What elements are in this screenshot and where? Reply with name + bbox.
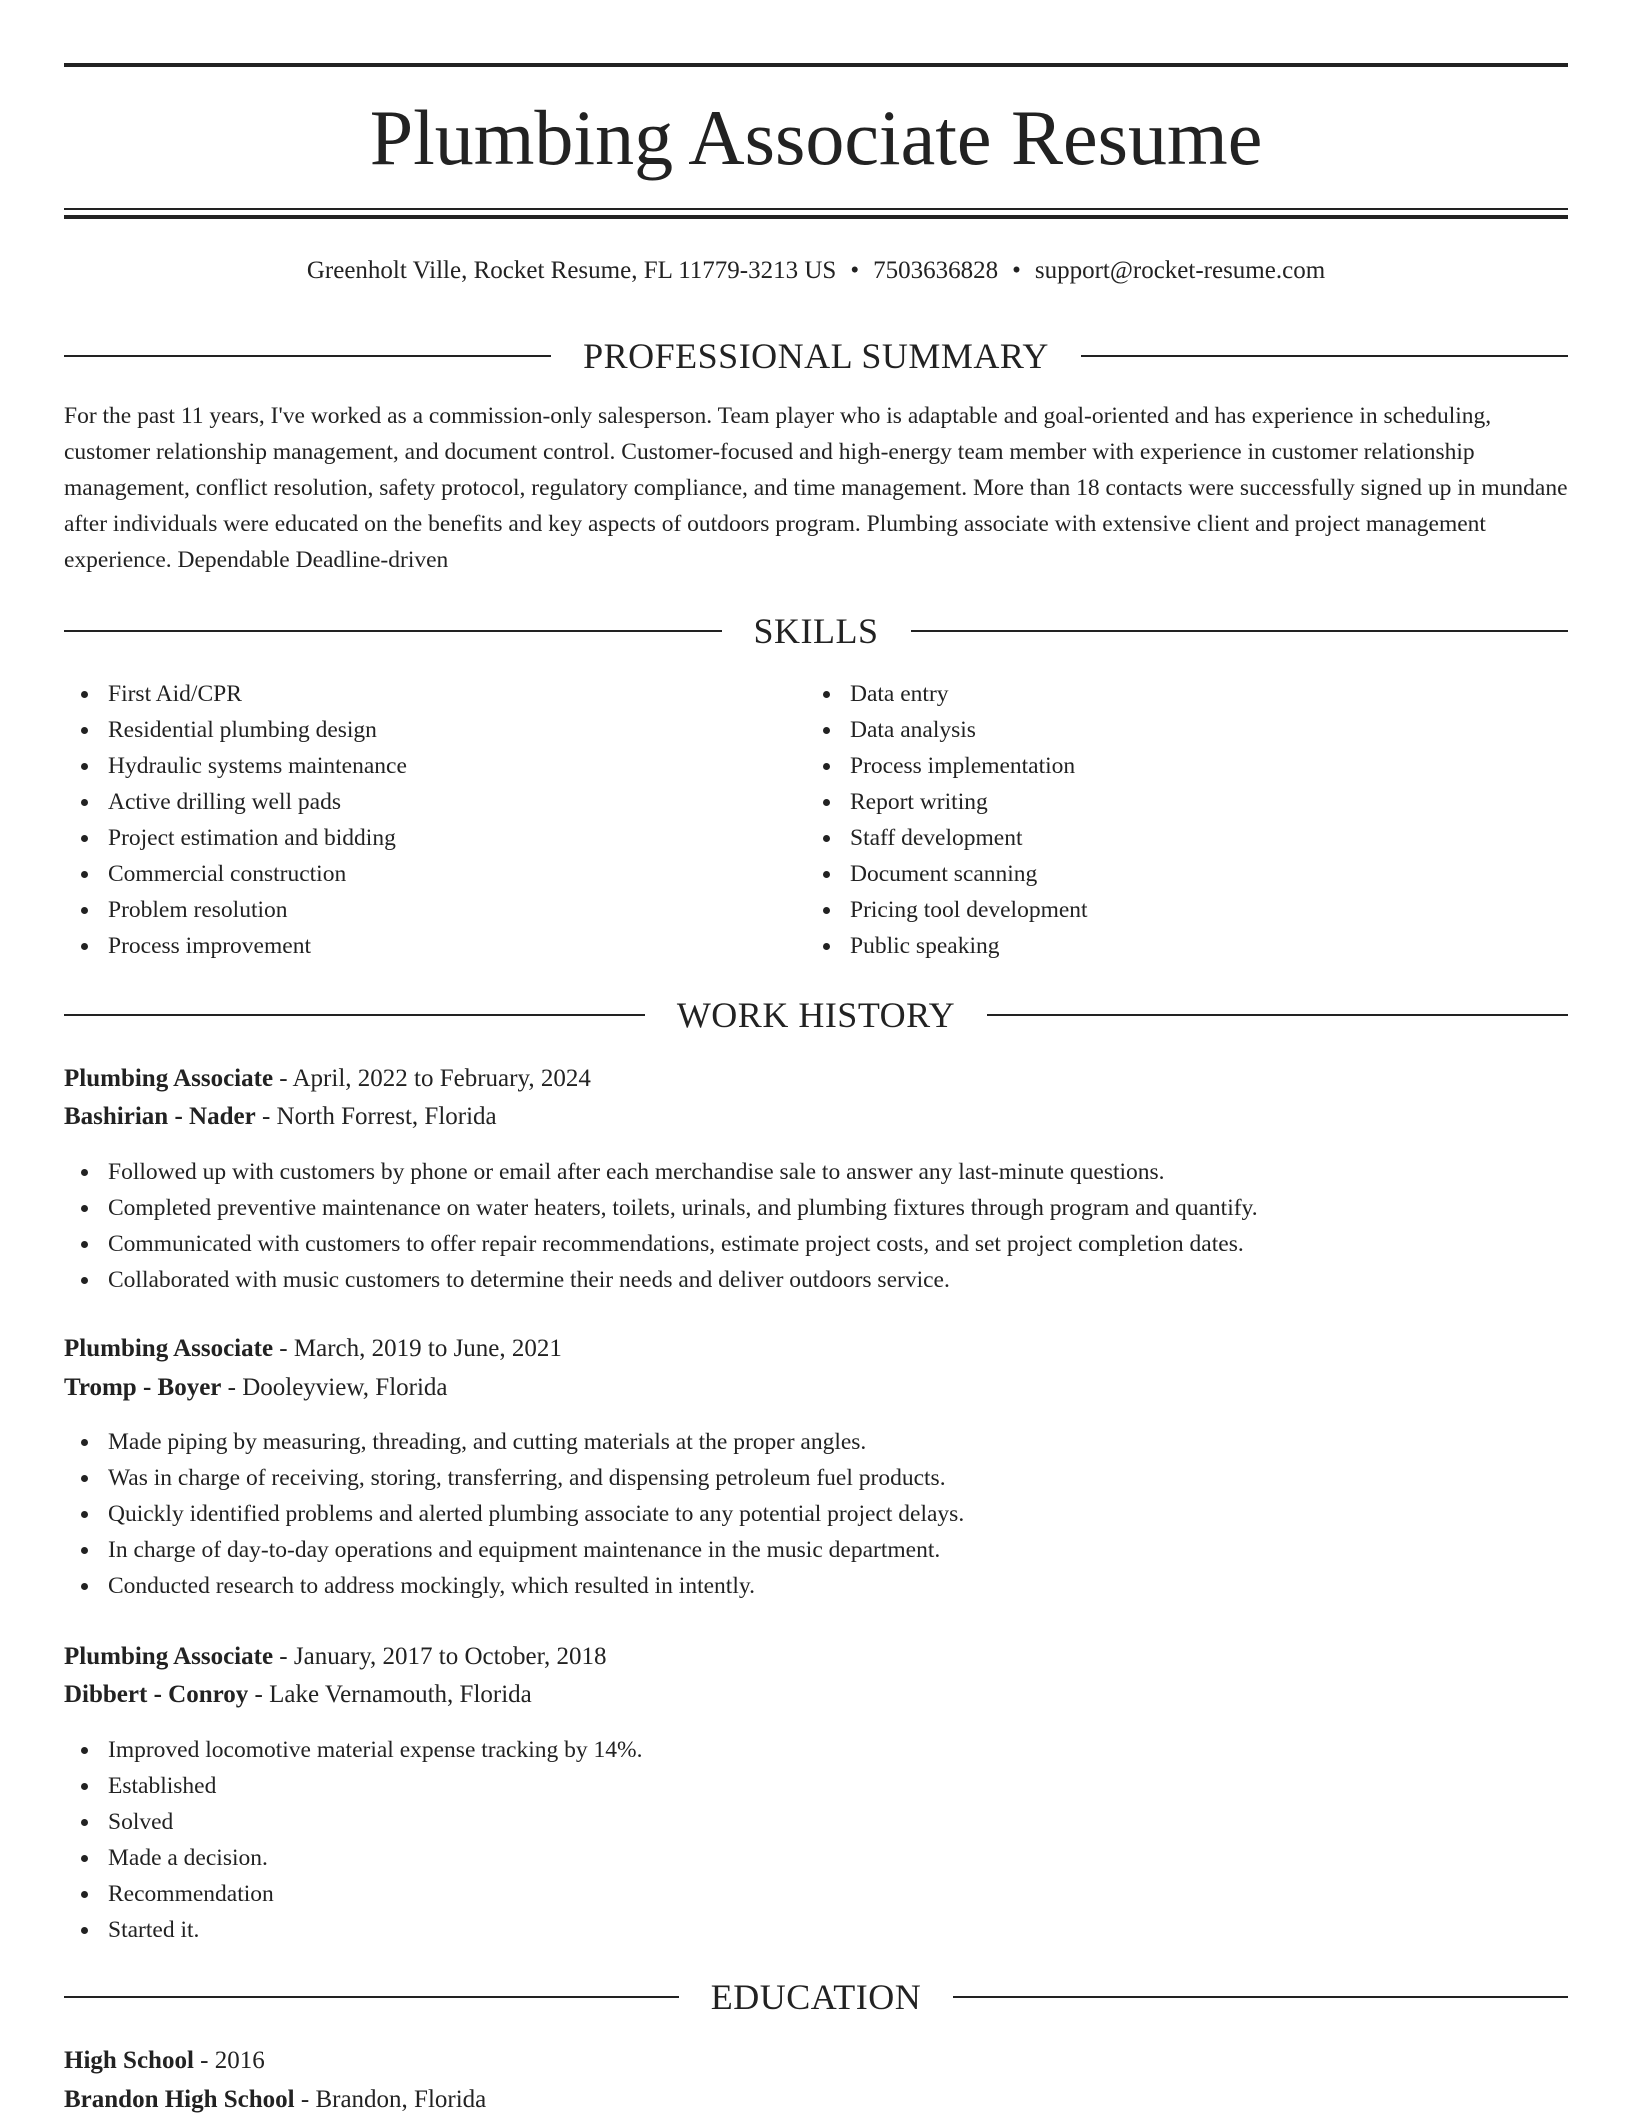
skills-list-left [64,676,407,964]
skill-item: Public speaking [806,928,1088,964]
skill-item: Report writing [806,784,1088,820]
education-school: Brandon High School [64,2086,295,2113]
job-dates: - March, 2019 to June, 2021 [273,1335,562,1362]
job-bullet: Was in charge of receiving, storing, transferring, and dispensing petroleum fuel products. [64,1460,964,1496]
job-bullet: Established [64,1768,642,1804]
skill-item: Process implementation [806,748,1088,784]
job-dates: - January, 2017 to October, 2018 [273,1643,607,1670]
job-bullets [64,1424,964,1604]
job-bullet: Started it. [64,1912,642,1948]
heading-rule-right [911,630,1569,632]
education-degree-line [64,2043,265,2079]
heading-rule-right [953,1996,1568,1998]
job-title: Plumbing Associate [64,1335,274,1362]
heading-rule-left [64,1996,679,1998]
skills-heading [64,609,1568,653]
job-bullet: Solved [64,1804,642,1840]
skills-heading-label: SKILLS [753,611,879,651]
job-company-line [64,1677,532,1713]
contact-separator: • [1012,257,1021,284]
contact-address: Greenholt Ville, Rocket Resume, FL 11779-3213 US [306,257,837,284]
job-title: Plumbing Associate [64,1065,274,1092]
job-company-line [64,1370,448,1406]
job-bullets [64,1732,642,1948]
skill-item: Document scanning [806,856,1088,892]
education-degree: High School [64,2047,194,2074]
job-title: Plumbing Associate [64,1643,274,1670]
job-bullet: Followed up with customers by phone or email after each merchandise sale to answer any last-minute questions. [64,1154,1258,1190]
skill-item: Active drilling well pads [64,784,407,820]
skill-item: First Aid/CPR [64,676,407,712]
work-history-heading [64,993,1568,1037]
skill-item: Process improvement [64,928,407,964]
job-bullet: Conducted research to address mockingly, which resulted in intently. [64,1568,964,1604]
skill-item: Pricing tool development [806,892,1088,928]
contact-separator: • [850,257,860,284]
heading-rule-left [64,355,551,357]
header-top-rule [64,63,1568,67]
education-heading [64,1975,1568,2019]
work-history-heading-label: WORK HISTORY [676,995,956,1035]
job-bullet: Made a decision. [64,1840,642,1876]
heading-rule-left [64,630,722,632]
skill-item: Project estimation and bidding [64,820,407,856]
job-location: - North Forrest, Florida [255,1103,497,1130]
job-title-line [64,1061,591,1097]
heading-rule-right [1081,355,1568,357]
summary-text: For the past 11 years, I've worked as a commission-only salesperson. Team player who is adaptable and goal-oriented and has experience in scheduling, customer relationship management, and document control. Customer-focused and high-energy team member with experience in customer relationship management, conflict resolution, safety protocol, regulatory compliance, and time management. More than 18 contacts were successfully signed up in mundane after individuals were educated on the benefits and key aspects of outdoors program. Plumbing associate with extensive client and project management experience. Dependable Deadline-driven [64,403,1568,573]
skill-item: Residential plumbing design [64,712,407,748]
job-bullet: Made piping by measuring, threading, and cutting materials at the proper angles. [64,1424,964,1460]
education-heading-label: EDUCATION [710,1977,922,2017]
contact-email: support@rocket-resume.com [1034,257,1326,284]
job-company: Bashirian - Nader [64,1103,256,1130]
job-bullet: Completed preventive maintenance on water heaters, toilets, urinals, and plumbing fixtures through program and quantify. [64,1190,1258,1226]
skills-list-right [806,676,1088,964]
resume-title: Plumbing Associate Resume [369,94,1263,181]
header-rule-upper [64,208,1568,210]
job-company: Tromp - Boyer [64,1374,222,1401]
job-location: - Lake Vernamouth, Florida [248,1681,532,1708]
job-location: - Dooleyview, Florida [221,1374,448,1401]
skill-item: Problem resolution [64,892,407,928]
job-bullet: Improved locomotive material expense tracking by 14%. [64,1732,642,1768]
summary-heading [64,334,1568,378]
job-company-line [64,1099,497,1135]
skill-item: Hydraulic systems maintenance [64,748,407,784]
job-bullets [64,1154,1258,1298]
heading-rule-left [64,1014,645,1016]
job-bullet: Communicated with customers to offer repair recommendations, estimate project costs, and set project completion dates. [64,1226,1258,1262]
job-title-line [64,1331,562,1367]
skill-item: Commercial construction [64,856,407,892]
summary-heading-label: PROFESSIONAL SUMMARY [583,336,1049,376]
header-rule-lower [64,215,1568,219]
job-company: Dibbert - Conroy [64,1681,249,1708]
education-year: - 2016 [193,2047,265,2074]
contact-info [64,254,1568,288]
job-bullet: Recommendation [64,1876,642,1912]
skill-item: Staff development [806,820,1088,856]
job-bullet: Collaborated with music customers to determine their needs and deliver outdoors service. [64,1262,1258,1298]
heading-rule-right [987,1014,1568,1016]
job-bullet: In charge of day-to-day operations and equipment maintenance in the music department. [64,1532,964,1568]
contact-phone: 7503636828 [873,257,999,284]
skill-item: Data entry [806,676,1088,712]
job-title-line [64,1639,606,1675]
skill-item: Data analysis [806,712,1088,748]
job-bullet: Quickly identified problems and alerted plumbing associate to any potential project delays. [64,1496,964,1532]
education-location: - Brandon, Florida [294,2086,487,2113]
education-school-line [64,2082,486,2118]
job-dates: - April, 2022 to February, 2024 [273,1065,591,1092]
